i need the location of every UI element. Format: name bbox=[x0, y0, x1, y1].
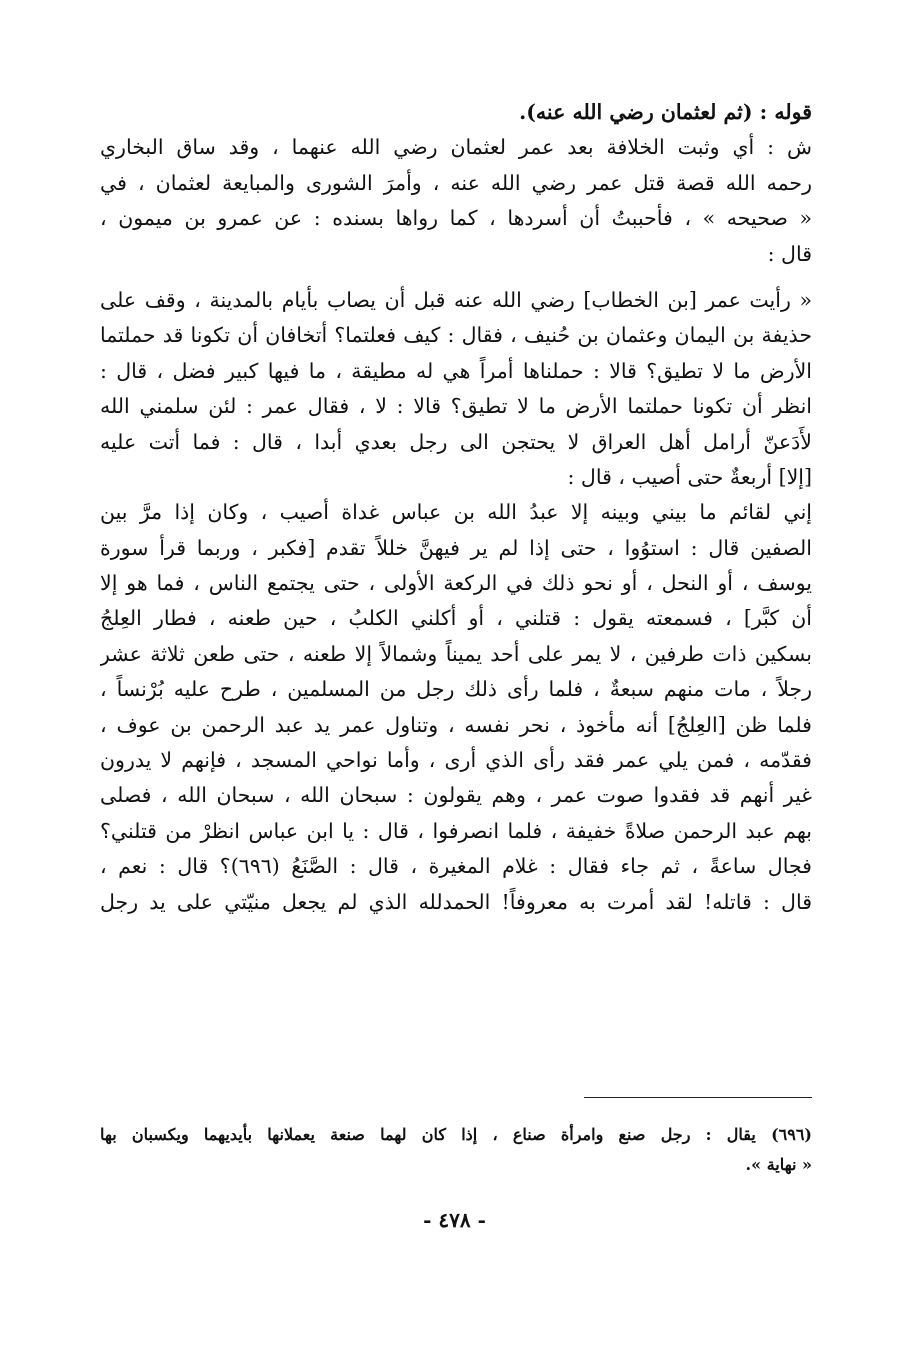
footnote bbox=[100, 1120, 812, 1180]
main-text bbox=[100, 95, 812, 920]
paragraph-1 bbox=[100, 130, 812, 272]
text-line: « رأيت عمر [بن الخطاب] رضي الله عنه قبل أن يصاب بأيام بالمدينة ، وقف على bbox=[100, 287, 812, 312]
paragraph-3 bbox=[100, 495, 812, 920]
heading-line: قوله : (ثم لعثمان رضي الله عنه). bbox=[519, 100, 812, 124]
text-line: أن كبَّر] ، فسمعته يقول : قتلني ، أو أكلني الكلبُ ، حين طعنه ، فطار العِلجُ bbox=[100, 606, 812, 631]
text-line: ش : أي وثبت الخلافة بعد عمر لعثمان رضي الله عنهما ، وقد ساق البخاري bbox=[100, 135, 812, 160]
text-line: قال : قاتله! لقد أمرت به معروفاً! الحمدلله الذي لم يجعل منيّتي على يد رجل bbox=[100, 889, 812, 914]
paragraph-gap bbox=[100, 272, 812, 283]
text-line: لأَدَعنّ أرامل أهل العراق لا يحتجن الى رجل بعدي أبدا ، قال : فما أتت عليه bbox=[100, 429, 812, 454]
text-line: بهم عبد الرحمن صلاةً خفيفة ، فلما انصرفوا ، قال : يا ابن عباس انظرْ من قتلني؟ bbox=[100, 818, 812, 843]
text-line: الصفين قال : استوُوا ، حتى إذا لم ير فيهنَّ خللاً تقدم [فكبر ، وربما قرأ سورة bbox=[100, 535, 812, 560]
text-line: الأرض ما لا تطيق؟ قالا : حملناها أمراً هي له مطيقة ، ما فيها كبير فضل ، قال : bbox=[100, 358, 812, 383]
text-line: حذيفة بن اليمان وعثمان بن حُنيف ، فقال : كيف فعلتما؟ أتخافان أن تكونا قد حملتما bbox=[100, 323, 812, 348]
text-line: « صحيحه » ، فأحببتُ أن أسردها ، كما رواها بسنده : عن عمرو بن ميمون ، bbox=[100, 206, 812, 231]
text-line: انظر أن تكونا حملتما الأرض ما لا تطيق؟ قالا : لا ، فقال عمر : لئن سلمني الله bbox=[100, 394, 812, 419]
text-line: رحمه الله قصة قتل عمر رضي الله عنه ، وأمرَ الشورى والمبايعة لعثمان ، في bbox=[100, 170, 812, 195]
text-line: [إلا] أربعةٌ حتى أصيب ، قال : bbox=[567, 464, 812, 489]
text-line: إني لقائم ما بيني وبينه إلا عبدُ الله بن عباس غداة أصيب ، وكان إذا مرَّ بين bbox=[100, 500, 812, 525]
text-line: رجلاً ، مات منهم سبعةٌ ، فلما رأى ذلك رجل من المسلمين ، طرح عليه بُرْنساً ، bbox=[100, 677, 812, 702]
paragraph-2 bbox=[100, 283, 812, 495]
text-line: فقدّمه ، فمن يلي عمر فقد رأى الذي أرى ، وأما نواحي المسجد ، فإنهم لا يدرون bbox=[100, 748, 812, 773]
text-line: قال : bbox=[767, 241, 812, 266]
footnote-line: (٦٩٦) يقال : رجل صنع وامرأة صناع ، إذا كان لهما صنعة يعملانها بأيديهما ويكسبان بها bbox=[100, 1125, 812, 1144]
text-line: فجال ساعةً ، ثم جاء فقال : غلام المغيرة ، قال : الصَّنَعُ (٦٩٦)؟ قال : نعم ، bbox=[100, 854, 812, 879]
text-line: فلما ظن [العِلجُ] أنه مأخوذ ، نحر نفسه ، وتناول عمر يد عبد الرحمن بن عوف ، bbox=[100, 712, 812, 737]
footnote-line: « نهاية ». bbox=[745, 1155, 812, 1174]
page-number: - ٤٧٨ - bbox=[423, 1208, 486, 1232]
text-line: يوسف ، أو النحل ، أو نحو ذلك في الركعة الأولى ، حتى يجتمع الناس ، فما هو إلا bbox=[100, 571, 812, 596]
text-line: غير أنهم قد فقدوا صوت عمر ، وهم يقولون : سبحان الله ، سبحان الله ، فصلى bbox=[100, 783, 812, 808]
text-line: بسكين ذات طرفين ، لا يمر على أحد يميناً وشمالاً إلا طعنه ، حتى طعن ثلاثة عشر bbox=[100, 641, 812, 666]
footnote-separator bbox=[584, 1097, 812, 1098]
